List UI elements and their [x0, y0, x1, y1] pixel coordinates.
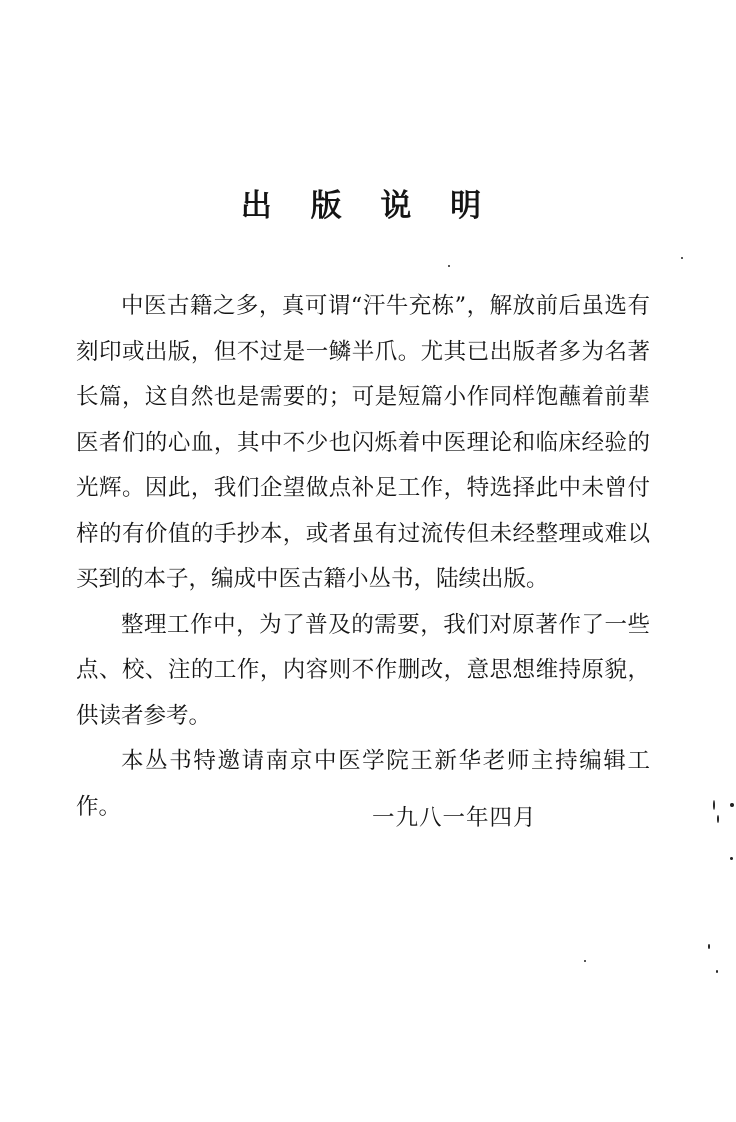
- paragraph-1: 中医古籍之多，真可谓“汗牛充栋”，解放前后虽选有刻印或出版，但不过是一鳞半爪。尤其已出版者多为名著长篇，这自然也是需要的；可是短篇小作同样饱蘸着前辈医者们的心血，其中不少也闪烁着中医理论和临床经验的光辉。因此，我们企望做点补足工作，特选择此中未曾付梓的有价值的手抄本，或者虽有过流传但未经整理或难以买到的本子，编成中医古籍小丛书，陆续出版。: [76, 293, 650, 592]
- scan-speck: [716, 970, 718, 973]
- paragraph-2: 整理工作中，为了普及的需要，我们对原著作了一些点、校、注的工作，内容则不作删改，意思想维持原貌，供读者参考。: [76, 611, 650, 729]
- scan-speck: [708, 944, 710, 949]
- preface-body: [76, 284, 650, 830]
- publication-date: 一九八一年四月: [372, 805, 537, 831]
- scan-speck: [448, 265, 450, 267]
- scan-speck: [713, 800, 715, 810]
- scan-speck: [584, 960, 586, 962]
- paragraph-3: 本丛书特邀请南京中医学院王新华老师主持编辑工作。: [76, 748, 650, 820]
- scan-speck: [681, 257, 683, 259]
- scan-speck: [730, 857, 733, 860]
- scan-speck: [730, 803, 734, 807]
- scan-speck: [717, 815, 719, 823]
- page-title: 出 版 说 明: [240, 188, 496, 224]
